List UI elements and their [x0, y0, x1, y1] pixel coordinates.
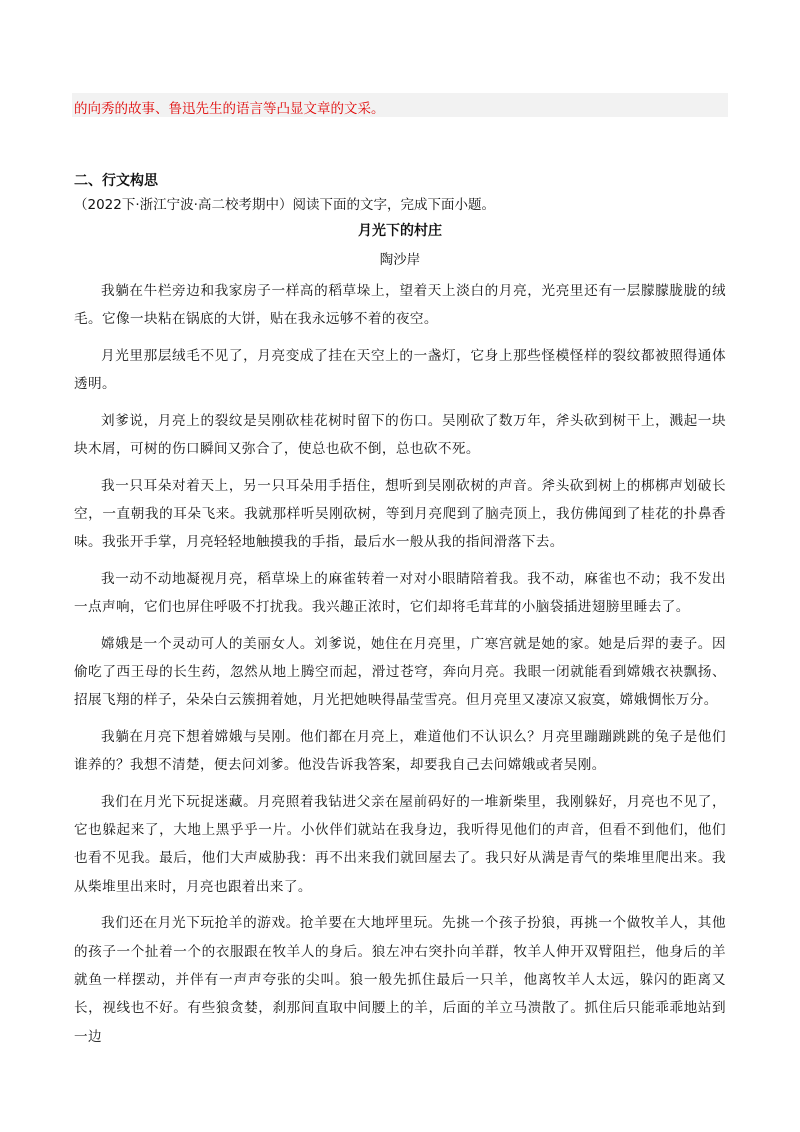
paragraph: 我躺在牛栏旁边和我家房子一样高的稻草垛上，望着天上淡白的月亮，光亮里还有一层朦朦胧胧的绒毛。它像一块粘在锅底的大饼，贴在我永远够不着的夜空。 [74, 283, 726, 328]
article-author: 陶沙岸 [379, 252, 421, 268]
continued-answer-text: 的向秀的故事、鲁迅先生的语言等凸显文章的文采。 [74, 101, 385, 117]
paragraph: 月光里那层绒毛不见了，月亮变成了挂在天空上的一盏灯，它身上那些怪模怪样的裂纹都被照得通体透明。 [74, 347, 726, 393]
paragraph: 我一只耳朵对着天上，另一只耳朵用手捂住，想听到吴刚砍树的声音。斧头砍到树上的梆梆声划破长空，一直朝我的耳朵飞来。我就那样听吴刚砍树，等到月亮爬到了脑壳顶上，我仿佛闻到了桂花的扑鼻香味。我张开手掌，月亮轻轻地触摸我的手指，最后水一般从我的指间滑落下去。 [74, 477, 726, 551]
article-body [74, 277, 726, 1059]
question-source-line: （2022下·浙江宁波·高二校考期中）阅读下面的文字，完成下面小题。 [74, 197, 495, 213]
paragraph: 刘爹说，月亮上的裂纹是吴刚砍桂花树时留下的伤口。吴刚砍了数万年，斧头砍到树干上，溅起一块块木屑，可树的伤口瞬间又弥合了，使总也砍不倒，总也砍不死。 [74, 412, 726, 458]
paragraph: 嫦娥是一个灵动可人的美丽女人。刘爹说，她住在月亮里，广寒宫就是她的家。她是后羿的妻子。因偷吃了西王母的长生药，忽然从地上腾空而起，滑过苍穹，奔向月亮。我眼一闭就能看到嫦娥衣袂飘扬、招展飞翔的样子，朵朵白云簇拥着她，月光把她映得晶莹雪亮。但月亮里又凄凉又寂寞，嫦娥惆怅万分。 [74, 635, 726, 709]
paragraph: 我一动不动地凝视月亮，稻草垛上的麻雀转着一对对小眼睛陪着我。我不动，麻雀也不动；我不发出一点声响，它们也屏住呼吸不打扰我。我兴趣正浓时，它们却将毛茸茸的小脑袋插进翅膀里睡去了。 [74, 570, 726, 616]
article-title: 月光下的村庄 [358, 223, 442, 239]
section-heading: 二、行文构思 [74, 173, 158, 189]
paragraph: 我躺在月亮下想着嫦娥与吴刚。他们都在月亮上，难道他们不认识么？月亮里蹦蹦跳跳的兔子是他们谁养的？我想不清楚，便去问刘爹。他没告诉我答案，却要我自己去问嫦娥或者吴刚。 [74, 728, 726, 774]
paragraph: 我们还在月光下玩抢羊的游戏。抢羊要在大地坪里玩。先挑一个孩子扮狼，再挑一个做牧羊人，其他的孩子一个扯着一个的衣服跟在牧羊人的身后。狼左冲右突扑向羊群，牧羊人伸开双臂阻拦，他身后的羊就鱼一样摆动，并伴有一声声夸张的尖叫。狼一般先抓住最后一只羊，他离牧羊人太远，躲闪的距离又长，视线也不好。有些狼贪婪，刹那间直取中间腰上的羊，后面的羊立马溃散了。抓住后只能乖乖地站到一边 [74, 915, 726, 1045]
paragraph: 我们在月光下玩捉迷藏。月亮照着我钻进父亲在屋前码好的一堆新柴里，我刚躲好，月亮也不见了，它也躲起来了，大地上黑乎乎一片。小伙伴们就站在我身边，我听得见他们的声音，但看不到他们，他们也看不见我。最后，他们大声威胁我：再不出来我们就回屋去了。我只好从满是青气的柴堆里爬出来。我从柴堆里出来时，月亮也跟着出来了。 [74, 793, 726, 895]
